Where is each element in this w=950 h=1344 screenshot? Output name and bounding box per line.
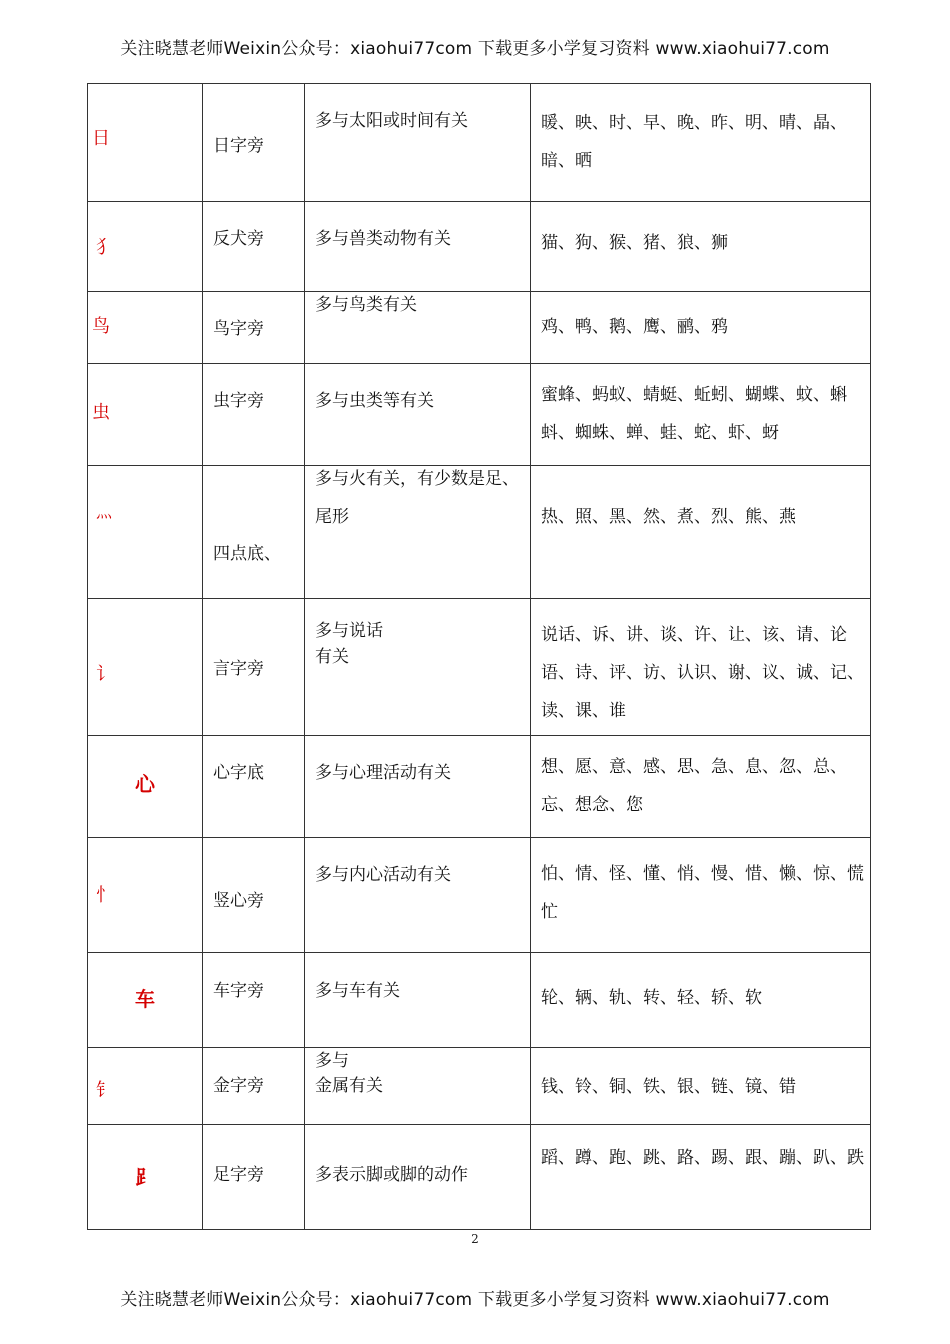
radical-glyph: 忄: [96, 885, 114, 906]
meaning-cell: [305, 84, 531, 202]
radical-glyph: 车: [135, 987, 155, 1011]
name-cell: [203, 1125, 305, 1230]
examples-cell: [531, 953, 871, 1048]
radical-name: 言字旁: [213, 659, 264, 679]
radical-meaning: 多与车有关: [315, 981, 400, 1001]
radical-meaning-line1: 多与: [315, 1051, 349, 1071]
radical-glyph: 钅: [96, 1080, 114, 1101]
name-cell: [203, 84, 305, 202]
radical-meaning: 多表示脚或脚的动作: [315, 1165, 468, 1185]
radical-cell: [88, 1048, 203, 1125]
radical-glyph: 日: [92, 128, 110, 149]
radical-examples: 想、愿、意、感、思、急、息、忽、总、忘、想念、您: [541, 757, 847, 815]
table-row: [88, 1125, 871, 1230]
name-cell: [203, 838, 305, 953]
radical-cell: [88, 292, 203, 364]
radical-meaning-line2: 金属有关: [315, 1076, 383, 1096]
table-row: [88, 466, 871, 599]
meaning-cell: [305, 953, 531, 1048]
radical-glyph: 心: [135, 772, 155, 796]
radical-examples: 怕、情、怪、懂、悄、慢、惜、懒、惊、慌忙: [541, 864, 864, 922]
radical-meaning: 多与心理活动有关: [315, 763, 451, 783]
examples-cell: [531, 1048, 871, 1125]
radical-name: 足字旁: [213, 1165, 264, 1185]
radical-examples: 猫、狗、猴、猪、狼、狮: [541, 233, 728, 253]
name-cell: [203, 736, 305, 838]
page-number: 2: [471, 1232, 479, 1246]
examples-cell: [531, 364, 871, 466]
radical-cell: [88, 599, 203, 736]
radical-cell: [88, 466, 203, 599]
radical-cell: [88, 84, 203, 202]
meaning-cell: [305, 1125, 531, 1230]
radical-cell: [88, 953, 203, 1048]
meaning-cell: [305, 599, 531, 736]
radical-cell: [88, 1125, 203, 1230]
examples-cell: [531, 838, 871, 953]
meaning-cell: [305, 466, 531, 599]
radical-glyph: 虫: [92, 402, 110, 423]
meaning-cell: [305, 292, 531, 364]
page-footer: 关注晓慧老师Weixin公众号：xiaohui77com 下载更多小学复习资料 www.xiaohui77.com: [120, 1290, 830, 1310]
meaning-cell: [305, 838, 531, 953]
table-row: [88, 292, 871, 364]
name-cell: [203, 599, 305, 736]
radical-glyph: 讠: [96, 664, 114, 685]
radical-name: 心字底: [213, 763, 264, 783]
radical-examples: 轮、辆、轨、转、轻、轿、软: [541, 988, 762, 1008]
examples-cell: [531, 84, 871, 202]
examples-cell: [531, 466, 871, 599]
radical-name: 车字旁: [213, 981, 264, 1001]
name-cell: [203, 202, 305, 292]
radical-name: 日字旁: [213, 136, 264, 156]
radical-examples: 蜜蜂、蚂蚁、蜻蜓、蚯蚓、蝴蝶、蚊、蝌蚪、蜘蛛、蝉、蛙、蛇、虾、蚜: [541, 385, 847, 443]
table-row: [88, 1048, 871, 1125]
name-cell: [203, 1048, 305, 1125]
name-cell: [203, 364, 305, 466]
table-row: [88, 736, 871, 838]
name-cell: [203, 953, 305, 1048]
radical-glyph: 鸟: [92, 316, 110, 337]
radical-cell: [88, 364, 203, 466]
table-row: [88, 599, 871, 736]
examples-cell: [531, 292, 871, 364]
radical-meaning: 多与太阳或时间有关: [315, 111, 468, 131]
radical-cell: [88, 838, 203, 953]
radical-name: 竖心旁: [213, 891, 264, 911]
page-header: 关注晓慧老师Weixin公众号：xiaohui77com 下载更多小学复习资料 www.xiaohui77.com: [120, 39, 830, 59]
radical-glyph: 灬: [96, 502, 113, 521]
radical-examples: 鸡、鸭、鹅、鹰、鹂、鸦: [541, 317, 728, 337]
radical-cell: [88, 736, 203, 838]
radical-name: 虫字旁: [213, 391, 264, 411]
radical-examples: 热、照、黑、然、煮、烈、熊、燕: [541, 507, 796, 527]
radical-meaning: 多与内心活动有关: [315, 865, 451, 885]
table-row: [88, 838, 871, 953]
table-row: [88, 364, 871, 466]
radical-examples: 暖、映、时、早、晚、昨、明、晴、晶、暗、晒: [541, 113, 847, 171]
radicals-table: [87, 83, 871, 1230]
table-row: [88, 202, 871, 292]
radical-meaning-line2: 有关: [315, 647, 349, 667]
meaning-cell: [305, 364, 531, 466]
radical-examples: 说话、诉、讲、谈、许、让、该、请、论语、诗、评、访、认识、谢、议、诚、记、读、课、谁: [541, 625, 864, 721]
radical-examples: 蹈、蹲、跑、跳、路、踢、跟、蹦、趴、跌: [541, 1148, 864, 1168]
radical-name: 四点底、: [213, 544, 281, 564]
examples-cell: [531, 202, 871, 292]
examples-cell: [531, 599, 871, 736]
radical-name: 鸟字旁: [213, 319, 264, 339]
radical-meaning: 多与兽类动物有关: [315, 229, 451, 249]
radical-name: 金字旁: [213, 1076, 264, 1096]
radical-name: 反犬旁: [213, 229, 264, 249]
meaning-cell: [305, 736, 531, 838]
name-cell: [203, 466, 305, 599]
examples-cell: [531, 1125, 871, 1230]
table-row: [88, 84, 871, 202]
table-row: [88, 953, 871, 1048]
radical-meaning-line1: 多与说话: [315, 621, 383, 641]
meaning-cell: [305, 1048, 531, 1125]
radical-meaning: 多与火有关，有少数是足、尾形: [315, 469, 519, 527]
radical-cell: [88, 202, 203, 292]
radical-glyph: ⻊: [135, 1165, 155, 1189]
radical-meaning: 多与鸟类有关: [315, 295, 417, 315]
radical-examples: 钱、铃、铜、铁、银、链、镜、错: [541, 1077, 796, 1097]
radical-glyph: 犭: [96, 237, 114, 258]
radical-meaning: 多与虫类等有关: [315, 391, 434, 411]
name-cell: [203, 292, 305, 364]
meaning-cell: [305, 202, 531, 292]
examples-cell: [531, 736, 871, 838]
